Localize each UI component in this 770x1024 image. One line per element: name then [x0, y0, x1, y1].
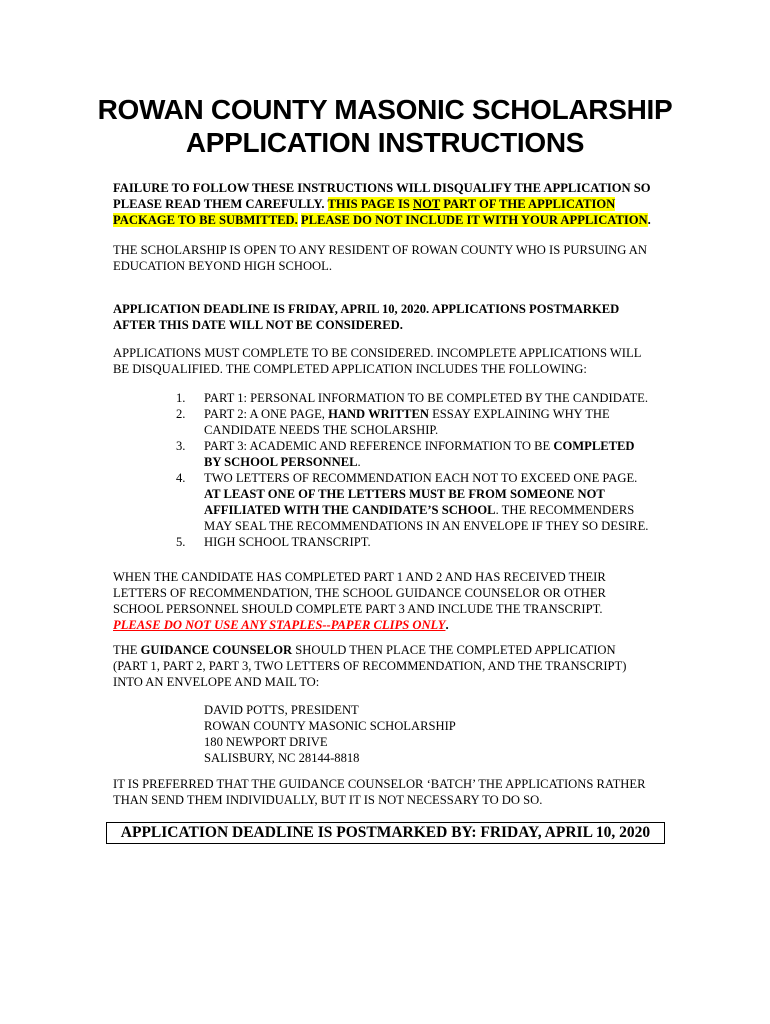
- list-number: 5.: [176, 535, 186, 549]
- list-item-text: PART 2: A ONE PAGE,: [204, 407, 329, 421]
- warning-highlight-package: PACKAGE TO BE SUBMITTED.: [113, 213, 298, 227]
- deadline-note: [113, 301, 673, 333]
- warning-line-3: [113, 212, 673, 228]
- staples-warning-text: PLEASE DO NOT USE ANY STAPLES--PAPER CLIPS ONLY: [113, 618, 446, 632]
- list-item-text: .: [357, 455, 361, 469]
- list-number: 1.: [176, 391, 186, 405]
- guidance-counselor-emphasis: GUIDANCE COUNSELOR: [140, 643, 293, 657]
- deadline-note-line-2: AFTER THIS DATE WILL NOT BE CONSIDERED.: [113, 318, 403, 332]
- warning-plain-text: PLEASE READ THEM CAREFULLY.: [113, 197, 328, 211]
- recommender-rule-emphasis: AT LEAST ONE OF THE LETTERS MUST BE FROM SOMEONE NOT: [204, 487, 605, 501]
- disqualify-warning: [113, 180, 673, 228]
- deadline-box: APPLICATION DEADLINE IS POSTMARKED BY: FRIDAY, APRIL 10, 2020: [106, 822, 665, 844]
- list-item: [176, 534, 676, 550]
- list-item-text: MAY SEAL THE RECOMMENDATIONS IN AN ENVELOPE IF THEY SO DESIRE.: [204, 519, 649, 533]
- completeness-line-2: BE DISQUALIFIED. THE COMPLETED APPLICATION INCLUDES THE FOLLOWING:: [113, 362, 587, 376]
- mailing-paragraph: [113, 642, 673, 690]
- completeness-paragraph: [113, 345, 673, 377]
- mailing-address: [204, 702, 456, 766]
- mailing-line-3: INTO AN ENVELOPE AND MAIL TO:: [113, 675, 320, 689]
- list-item-text: TWO LETTERS OF RECOMMENDATION EACH NOT TO EXCEED ONE PAGE.: [204, 471, 638, 485]
- warning-highlight: [328, 197, 616, 211]
- eligibility-line-1: THE SCHOLARSHIP IS OPEN TO ANY RESIDENT OF ROWAN COUNTY WHO IS PURSUING AN: [113, 243, 647, 257]
- eligibility-paragraph: [113, 242, 673, 274]
- application-parts-list: [176, 390, 676, 550]
- warning-line-2: [113, 196, 673, 212]
- eligibility-line-2: EDUCATION BEYOND HIGH SCHOOL.: [113, 259, 332, 273]
- address-line-3: 180 NEWPORT DRIVE: [204, 735, 328, 749]
- list-item: [176, 406, 676, 438]
- address-line-2: ROWAN COUNTY MASONIC SCHOLARSHIP: [204, 719, 456, 733]
- list-item-text: CANDIDATE NEEDS THE SCHOLARSHIP.: [204, 423, 439, 437]
- list-item: [176, 470, 676, 534]
- list-number: 3.: [176, 439, 186, 453]
- title-line-2: APPLICATION INSTRUCTIONS: [185, 127, 585, 158]
- batch-paragraph: [113, 776, 673, 808]
- staples-warning: [113, 617, 673, 633]
- recommender-rule-emphasis: AFFILIATED WITH THE CANDIDATE’S SCHOOL: [204, 503, 496, 517]
- warning-not-text: NOT: [413, 197, 441, 211]
- address-line-1: DAVID POTTS, PRESIDENT: [204, 703, 359, 717]
- school-personnel-emphasis: BY SCHOOL PERSONNEL: [204, 455, 358, 469]
- batch-line-2: THAN SEND THEM INDIVIDUALLY, BUT IT IS NOT NECESSARY TO DO SO.: [113, 793, 543, 807]
- batch-line-1: IT IS PREFERRED THAT THE GUIDANCE COUNSELOR ‘BATCH’ THE APPLICATIONS RATHER: [113, 777, 646, 791]
- deadline-note-line-1: APPLICATION DEADLINE IS FRIDAY, APRIL 10, 2020. APPLICATIONS POSTMARKED: [113, 302, 620, 316]
- completed-emphasis: COMPLETED: [553, 439, 635, 453]
- warning-period: .: [647, 213, 651, 227]
- submission-paragraph: [113, 569, 673, 633]
- list-item-text: . THE RECOMMENDERS: [495, 503, 635, 517]
- mailing-line-1: [113, 642, 673, 658]
- list-item: [176, 438, 676, 470]
- warning-highlight-text-b: PART OF THE APPLICATION: [440, 197, 616, 211]
- list-number: 2.: [176, 407, 186, 421]
- address-line-4: SALISBURY, NC 28144-8818: [204, 751, 360, 765]
- list-item-text: PART 3: ACADEMIC AND REFERENCE INFORMATION TO BE: [204, 439, 554, 453]
- completeness-line-1: APPLICATIONS MUST COMPLETE TO BE CONSIDERED. INCOMPLETE APPLICATIONS WILL: [113, 346, 642, 360]
- list-item: [176, 390, 676, 406]
- submission-line-1: WHEN THE CANDIDATE HAS COMPLETED PART 1 AND 2 AND HAS RECEIVED THEIR: [113, 570, 606, 584]
- page-title: [0, 93, 770, 159]
- list-number: 4.: [176, 471, 186, 485]
- staples-warning-period: .: [445, 618, 449, 632]
- hand-written-emphasis: HAND WRITTEN: [328, 407, 429, 421]
- list-item-text: ESSAY EXPLAINING WHY THE: [428, 407, 610, 421]
- warning-line-1: FAILURE TO FOLLOW THESE INSTRUCTIONS WILL DISQUALIFY THE APPLICATION SO: [113, 181, 651, 195]
- title-line-1: ROWAN COUNTY MASONIC SCHOLARSHIP: [97, 94, 673, 125]
- warning-highlight-do-not-include: PLEASE DO NOT INCLUDE IT WITH YOUR APPLICATION: [300, 213, 648, 227]
- warning-highlight-text-a: THIS PAGE IS: [327, 197, 413, 211]
- submission-line-3: SCHOOL PERSONNEL SHOULD COMPLETE PART 3 AND INCLUDE THE TRANSCRIPT.: [113, 602, 603, 616]
- list-item-text: PART 1: PERSONAL INFORMATION TO BE COMPLETED BY THE CANDIDATE.: [204, 391, 649, 405]
- mailing-text: SHOULD THEN PLACE THE COMPLETED APPLICATION: [292, 643, 616, 657]
- list-item-text: HIGH SCHOOL TRANSCRIPT.: [204, 535, 371, 549]
- submission-line-2: LETTERS OF RECOMMENDATION, THE SCHOOL GUIDANCE COUNSELOR OR OTHER: [113, 586, 606, 600]
- mailing-text: THE: [113, 643, 141, 657]
- mailing-line-2: (PART 1, PART 2, PART 3, TWO LETTERS OF RECOMMENDATION, AND THE TRANSCRIPT): [113, 659, 627, 673]
